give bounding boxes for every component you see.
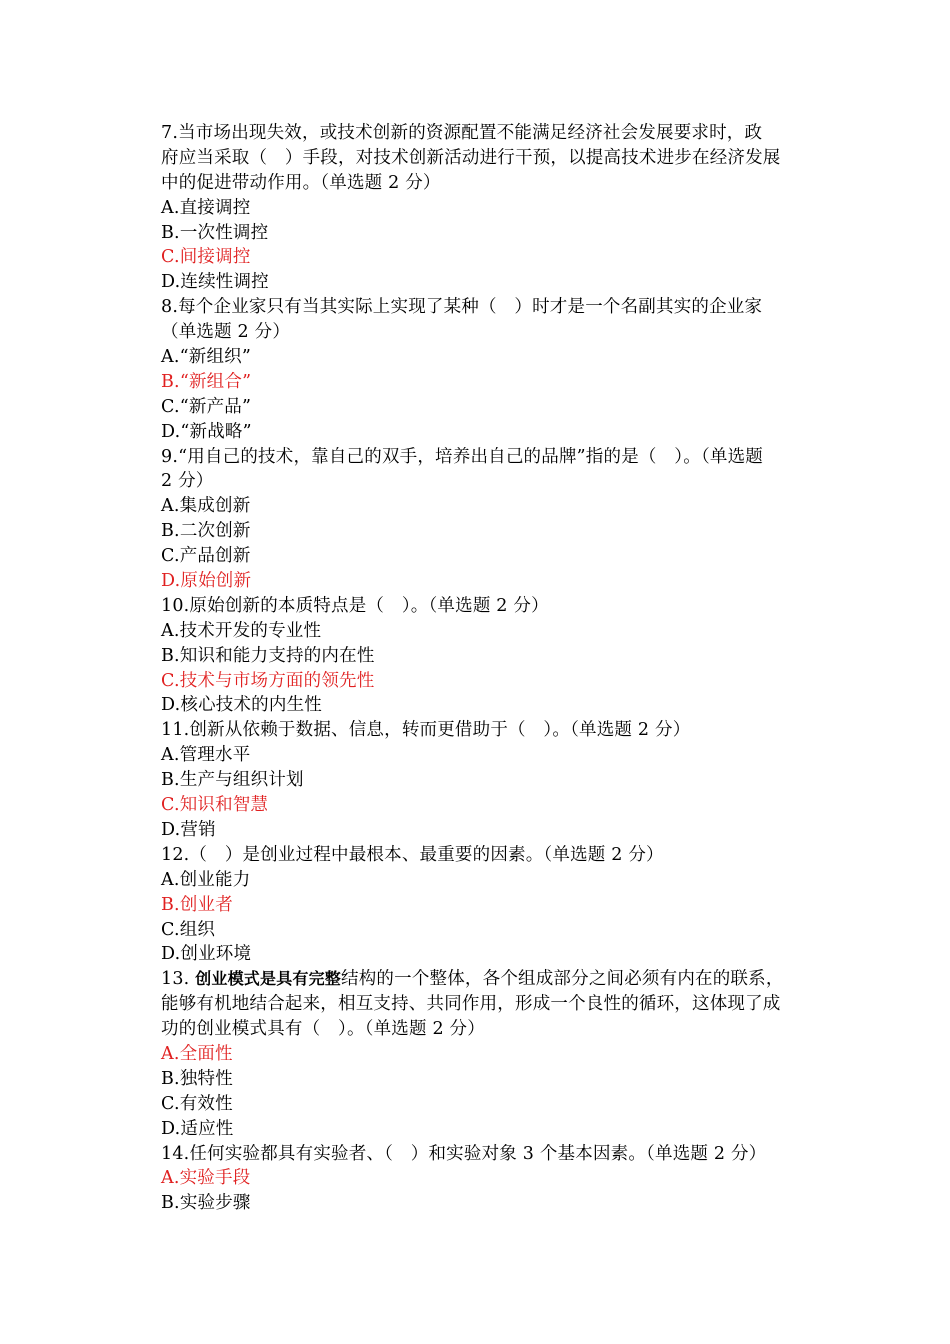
option-a: A.技术开发的专业性 <box>161 620 322 641</box>
option-c: C.组织 <box>161 919 216 940</box>
option-c: C.“新产品” <box>161 396 252 417</box>
question-7 <box>161 121 811 295</box>
option-a: A.“新组织” <box>161 347 251 368</box>
question-stem: 功的创业模式具有（ ）。（单选题 2 分） <box>161 1019 485 1040</box>
question-stem: 12.（ ）是创业过程中最根本、最重要的因素。（单选题 2 分） <box>161 844 664 865</box>
option-d: D.营销 <box>161 819 216 840</box>
option-c: C.产品创新 <box>161 546 251 567</box>
option-a: A.管理水平 <box>161 745 251 766</box>
option-b: B.独特性 <box>161 1068 233 1089</box>
option-d: D.“新战略” <box>161 421 252 442</box>
question-stem: 10.原始创新的本质特点是（ ）。（单选题 2 分） <box>161 595 549 616</box>
option-d: D.核心技术的内生性 <box>161 695 322 716</box>
option-d: D.创业环境 <box>161 944 252 965</box>
option-c-correct: C.间接调控 <box>161 247 251 268</box>
question-number: 13. <box>161 969 196 990</box>
question-stem: 2 分） <box>161 471 214 492</box>
question-stem-first-line <box>161 967 811 992</box>
option-b: B.知识和能力支持的内在性 <box>161 645 375 666</box>
option-d: D.连续性调控 <box>161 272 269 293</box>
question-stem: （单选题 2 分） <box>161 322 291 343</box>
question-stem: 府应当采取（ ）手段，对技术创新活动进行干预，以提高技术进步在经济发展 <box>161 147 781 168</box>
option-b: B.实验步骤 <box>161 1193 251 1214</box>
question-stem: 能够有机地结合起来，相互支持、共同作用，形成一个良性的循环，这体现了成 <box>161 994 781 1015</box>
option-d: D.适应性 <box>161 1118 234 1139</box>
bold-phrase: 创业模式是具有完整 <box>195 969 342 989</box>
question-stem: 14.任何实验都具有实验者、（ ）和实验对象 3 个基本因素。（单选题 2 分） <box>161 1143 767 1164</box>
option-b: B.一次性调控 <box>161 222 269 243</box>
option-b: B.生产与组织计划 <box>161 770 304 791</box>
question-9 <box>161 445 811 594</box>
option-b-correct: B.创业者 <box>161 894 233 915</box>
question-13 <box>161 967 811 1141</box>
option-b: B.二次创新 <box>161 521 251 542</box>
option-a: A.集成创新 <box>161 496 251 517</box>
question-14 <box>161 1142 811 1217</box>
option-d-correct: D.原始创新 <box>161 571 252 592</box>
question-8 <box>161 295 811 444</box>
option-c-correct: C.技术与市场方面的领先性 <box>161 670 375 691</box>
question-stem: 中的促进带动作用。（单选题 2 分） <box>161 172 441 193</box>
question-stem: 9.“用自己的技术，靠自己的双手，培养出自己的品牌”指的是（ ）。（单选题 <box>161 446 763 467</box>
option-c-correct: C.知识和智慧 <box>161 795 269 816</box>
option-a-correct: A.全面性 <box>161 1043 233 1064</box>
option-a: A.创业能力 <box>161 869 251 890</box>
question-stem: 7.当市场出现失效，或技术创新的资源配置不能满足经济社会发展要求时，政 <box>161 123 763 143</box>
question-10 <box>161 594 811 718</box>
option-b-correct: B.“新组合” <box>161 371 252 392</box>
question-12 <box>161 843 811 967</box>
question-stem-rest: 结构的一个整体，各个组成部分之间必须有内在的联系， <box>341 969 784 990</box>
option-a-correct: A.实验手段 <box>161 1168 251 1189</box>
question-11 <box>161 718 811 842</box>
document-page <box>161 121 811 1216</box>
option-c: C.有效性 <box>161 1093 233 1114</box>
option-a: A.直接调控 <box>161 197 251 218</box>
question-stem: 11.创新从依赖于数据、信息，转而更借助于（ ）。（单选题 2 分） <box>161 720 691 741</box>
question-stem: 8.每个企业家只有当其实际上实现了某种（ ）时才是一个名副其实的企业家 <box>161 297 763 318</box>
